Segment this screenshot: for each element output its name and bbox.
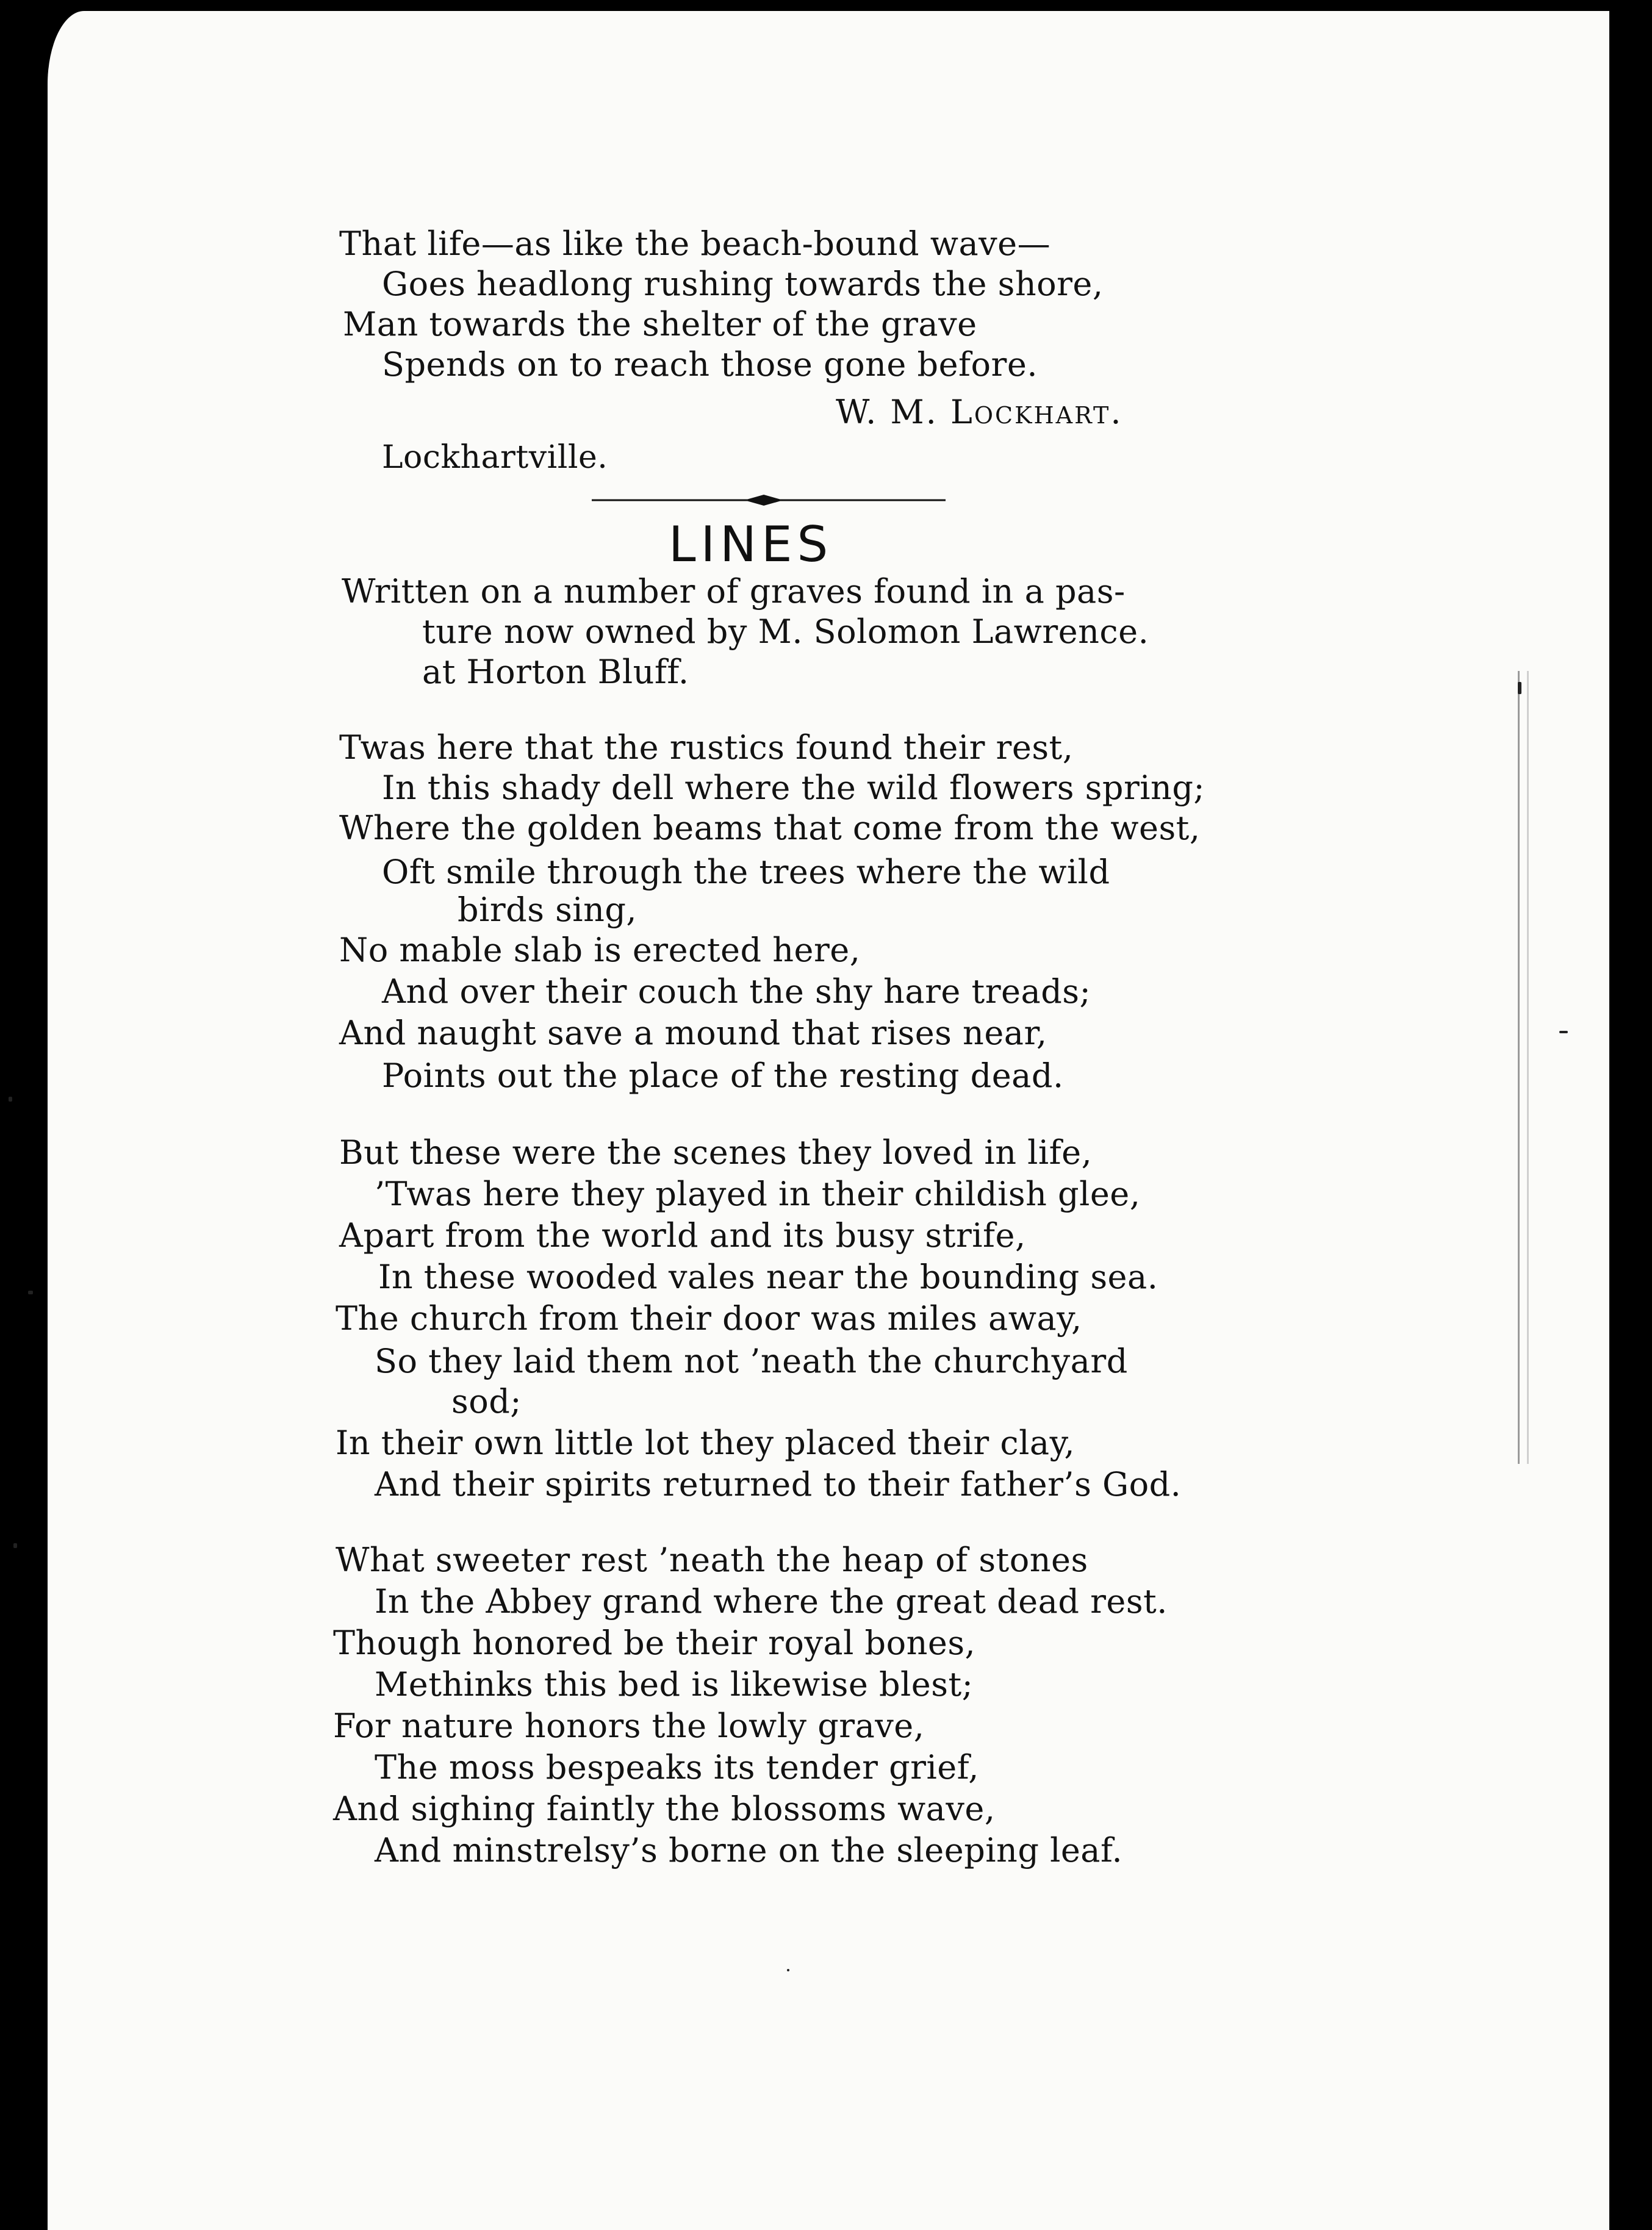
poem-line: sod; — [451, 1382, 522, 1421]
poem-line: That life—as like the beach-bound wave— — [339, 224, 1051, 263]
poem-line: No mable slab is erected here, — [339, 931, 861, 969]
poem-line: birds sing, — [458, 891, 637, 929]
poem-line: And minstrelsy’s borne on the sleeping leaf. — [375, 1831, 1123, 1870]
place-name: Lockhartville. — [382, 439, 608, 476]
poem-line: Methinks this bed is likewise blest; — [375, 1665, 974, 1704]
poem-line: And over their couch the shy hare treads; — [382, 972, 1091, 1011]
poem-line: For nature honors the lowly grave, — [333, 1707, 925, 1745]
margin-speck — [1518, 682, 1521, 694]
poem-line: And naught save a mound that rises near, — [339, 1014, 1047, 1052]
margin-speck — [787, 1969, 789, 1971]
poem-line: Oft smile through the trees where the wild — [382, 853, 1110, 891]
poem-line: In the Abbey grand where the great dead rest. — [375, 1582, 1168, 1621]
poem-line: The moss bespeaks its tender grief, — [375, 1748, 979, 1787]
margin-speck — [1559, 1031, 1568, 1033]
poem-line: Where the golden beams that come from the west, — [339, 809, 1201, 847]
poem-line: The church from their door was miles away, — [336, 1299, 1082, 1338]
poem-line: But these were the scenes they loved in life, — [339, 1133, 1093, 1172]
poem-line: And sighing faintly the blossoms wave, — [333, 1790, 996, 1828]
subtitle-line: ture now owned by M. Solomon Lawrence. — [422, 612, 1149, 651]
poem-line: Goes headlong rushing towards the shore, — [382, 265, 1104, 303]
poem-line: In their own little lot they placed their clay, — [336, 1424, 1076, 1462]
margin-speck — [28, 1291, 33, 1294]
poem-line: Twas here that the rustics found their rest, — [339, 728, 1074, 767]
margin-speck — [9, 1097, 12, 1102]
subtitle-line: at Horton Bluff. — [422, 653, 689, 691]
poem-line: And their spirits returned to their father’s God. — [375, 1465, 1182, 1504]
paper-sheet — [48, 11, 1609, 2230]
margin-speck — [13, 1543, 17, 1548]
ornamental-divider — [592, 493, 946, 507]
poem-line: So they laid them not ’neath the churchyard — [375, 1342, 1128, 1380]
poem-line: Spends on to reach those gone before. — [382, 345, 1038, 384]
poem-line: Apart from the world and its busy strife, — [339, 1216, 1026, 1255]
poem-line: Points out the place of the resting dead. — [382, 1056, 1064, 1095]
poem-line: Though honored be their royal bones, — [333, 1624, 976, 1662]
poem-title: LINES — [669, 516, 833, 573]
page-binding-edge — [1518, 671, 1529, 1464]
poem-line: In this shady dell where the wild flowers spring; — [382, 769, 1205, 807]
subtitle-line: Written on a number of graves found in a pas- — [342, 572, 1126, 611]
poem-line: ’Twas here they played in their childish glee, — [375, 1175, 1141, 1213]
poem-line: Man towards the shelter of the grave — [343, 305, 977, 343]
poem-line: In these wooded vales near the bounding sea. — [378, 1258, 1158, 1296]
poem-line: What sweeter rest ’neath the heap of stones — [336, 1541, 1088, 1579]
author-signature: W. M. Lockhart. — [836, 393, 1123, 431]
